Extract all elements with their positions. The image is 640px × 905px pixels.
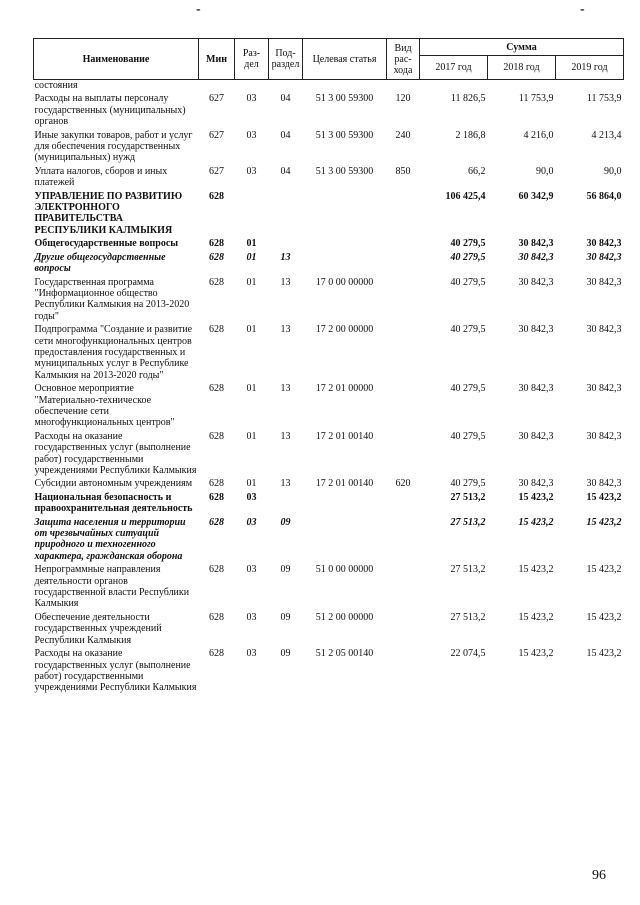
header-2017: 2017 год (420, 56, 488, 80)
cell-razdel: 03 (246, 165, 257, 177)
cell-vid: 120 (395, 93, 411, 105)
cell-razdel: 01 (246, 478, 257, 490)
cell-2017: 40 279,5 (450, 324, 486, 336)
cell-razdel: 03 (246, 564, 257, 576)
cell-2017: 27 513,2 (450, 611, 486, 623)
cell-name: УПРАВЛЕНИЕ ПО РАЗВИТИЮ ЭЛЕКТРОННОГО ПРАВИТЕЛЬСТВА РЕСПУБЛИКИ КАЛМЫКИЯ (34, 190, 183, 236)
cell-2018: 30 842,3 (518, 276, 554, 288)
cell-2017: 11 826,5 (450, 93, 486, 105)
cell-min: 627 (209, 165, 224, 177)
cell-vid (387, 492, 420, 517)
cell-celevaya: 17 2 00 00000 (315, 324, 374, 336)
cell-podrazdel: 04 (280, 93, 291, 105)
cell-razdel: 03 (246, 129, 257, 141)
cell-celevaya: 17 2 01 00000 (315, 383, 374, 395)
cell-2019: 15 423,2 (586, 648, 622, 660)
cell-name: Другие общегосударственные вопросы (34, 251, 166, 275)
cell-name: Расходы на оказание государственных услуг (выполнение работ) государственными учреждениями Республики Калмыкия (34, 648, 197, 694)
cell-2019: 15 423,2 (586, 611, 622, 623)
cell-2018: 30 842,3 (518, 383, 554, 395)
cell-min: 628 (209, 564, 224, 576)
cell-podrazdel: 13 (280, 478, 291, 490)
cell-podrazdel (269, 492, 303, 517)
table-header (34, 39, 624, 80)
cell-name: Непрограммные направления деятельности органов государственной власти Республики Калмыкия (34, 564, 190, 610)
cell-2019 (556, 80, 624, 94)
cell-celevaya: 51 3 00 59300 (315, 165, 374, 177)
cell-min: 628 (209, 478, 224, 490)
cell-name: Расходы на оказание государственных услуг (выполнение работ) государственными учреждениями Республики Калмыкия (34, 430, 197, 476)
cell-2018: 30 842,3 (518, 430, 554, 442)
cell-podrazdel: 04 (280, 165, 291, 177)
cell-2017: 27 513,2 (450, 491, 486, 503)
cell-podrazdel: 04 (280, 129, 291, 141)
cell-2017: 40 279,5 (450, 383, 486, 395)
cell-razdel: 03 (246, 93, 257, 105)
cell-2019: 30 842,3 (586, 238, 622, 250)
cell-min: 628 (209, 276, 224, 288)
cell-vid (387, 324, 420, 383)
cell-min: 628 (209, 491, 224, 503)
cell-2018: 30 842,3 (518, 324, 554, 336)
cell-min: 628 (209, 430, 224, 442)
table-row (34, 93, 624, 129)
cell-celevaya: 51 0 00 00000 (315, 564, 374, 576)
cell-razdel: 01 (246, 276, 257, 288)
cell-2018: 15 423,2 (518, 564, 554, 576)
cell-celevaya: 17 2 01 00140 (315, 478, 374, 490)
cell-min: 628 (209, 324, 224, 336)
cell-celevaya: 17 2 01 00140 (315, 430, 374, 442)
cell-podrazdel: 13 (280, 430, 291, 442)
cell-celevaya: 51 2 05 00140 (315, 648, 374, 660)
cell-2019: 15 423,2 (586, 491, 622, 503)
cell-podrazdel: 13 (280, 324, 291, 336)
cell-2018 (488, 80, 556, 94)
cell-2018: 60 342,9 (518, 190, 554, 202)
cell-celevaya (303, 517, 387, 565)
cell-podrazdel (269, 191, 303, 239)
cell-celevaya (303, 191, 387, 239)
table-row (34, 191, 624, 239)
top-mark-left: - (196, 2, 201, 17)
cell-2018: 30 842,3 (518, 251, 554, 263)
table-row (34, 612, 624, 648)
header-name: Наименование (34, 39, 199, 80)
table-row (34, 324, 624, 383)
cell-razdel: 01 (246, 383, 257, 395)
header-vid: Вид рас-хода (387, 39, 420, 80)
cell-podrazdel: 09 (280, 611, 291, 623)
cell-name: Обеспечение деятельности государственных учреждений Республики Калмыкия (34, 611, 162, 646)
cell-2017: 22 074,5 (450, 648, 486, 660)
cell-name: состояния (34, 80, 78, 91)
cell-2017: 40 279,5 (450, 238, 486, 250)
table-row (34, 564, 624, 612)
cell-vid: 620 (395, 478, 411, 490)
cell-min: 628 (209, 251, 224, 263)
cell-2019: 90,0 (604, 165, 622, 177)
cell-celevaya: 17 0 00 00000 (315, 276, 374, 288)
table-row (34, 431, 624, 479)
header-podrazdel: Под-раздел (269, 39, 303, 80)
budget-table (33, 38, 624, 696)
header-razdel: Раз-дел (235, 39, 269, 80)
cell-2017: 2 186,8 (455, 129, 486, 141)
cell-2018: 30 842,3 (518, 478, 554, 490)
cell-vid: 240 (395, 129, 411, 141)
cell-name: Государственная программа "Информационное общество Республики Калмыкия на 2013-2020 годы" (34, 276, 190, 322)
cell-vid (387, 252, 420, 277)
header-summa: Сумма (420, 39, 624, 56)
cell-razdel: 01 (246, 251, 257, 263)
cell-podrazdel: 13 (280, 251, 291, 263)
cell-2019: 30 842,3 (586, 251, 622, 263)
cell-celevaya (303, 252, 387, 277)
cell-razdel: 03 (246, 516, 257, 528)
cell-vid (387, 517, 420, 565)
cell-celevaya: 51 2 00 00000 (315, 611, 374, 623)
top-mark-right: - (580, 2, 585, 17)
cell-podrazdel (269, 238, 303, 251)
cell-celevaya (303, 492, 387, 517)
cell-2017: 27 513,2 (450, 564, 486, 576)
cell-min: 628 (209, 648, 224, 660)
cell-vid: 850 (395, 165, 411, 177)
header-celevaya: Целевая статья (303, 39, 387, 80)
cell-vid (387, 191, 420, 239)
table-row (34, 517, 624, 565)
cell-2018: 15 423,2 (518, 516, 554, 528)
cell-2018: 15 423,2 (518, 491, 554, 503)
cell-celevaya (303, 80, 387, 94)
header-2019: 2019 год (556, 56, 624, 80)
cell-2018: 30 842,3 (518, 238, 554, 250)
cell-2018: 90,0 (536, 165, 554, 177)
cell-min: 628 (209, 383, 224, 395)
cell-min: 627 (209, 93, 224, 105)
cell-razdel (235, 191, 269, 239)
cell-vid (387, 564, 420, 612)
cell-2019: 30 842,3 (586, 430, 622, 442)
table-row (34, 648, 624, 696)
table-row (34, 238, 624, 251)
cell-2018: 15 423,2 (518, 611, 554, 623)
cell-razdel: 03 (246, 648, 257, 660)
cell-vid (387, 277, 420, 325)
cell-2019: 30 842,3 (586, 478, 622, 490)
cell-name: Общегосударственные вопросы (34, 238, 179, 250)
cell-razdel: 01 (246, 430, 257, 442)
cell-2017: 40 279,5 (450, 478, 486, 490)
cell-name: Подпрограмма "Создание и развитие сети многофункциональных центров предоставления государственных и муниципальных услуг в Республике Калмыкия на 2013-2020 годы" (34, 324, 193, 381)
table-row (34, 252, 624, 277)
cell-2019: 15 423,2 (586, 564, 622, 576)
cell-2019: 11 753,9 (586, 93, 622, 105)
cell-2017 (420, 80, 488, 94)
cell-celevaya (303, 238, 387, 251)
header-2018: 2018 год (488, 56, 556, 80)
cell-2019: 56 864,0 (586, 190, 622, 202)
cell-name: Национальная безопасность и правоохранительная деятельность (34, 491, 193, 515)
cell-name: Уплата налогов, сборов и иных платежей (34, 165, 168, 189)
cell-podrazdel: 09 (280, 516, 291, 528)
cell-min: 627 (209, 129, 224, 141)
cell-2018: 4 216,0 (523, 129, 554, 141)
cell-2018: 15 423,2 (518, 648, 554, 660)
cell-razdel: 01 (246, 238, 257, 250)
cell-celevaya: 51 3 00 59300 (315, 93, 374, 105)
cell-vid (387, 431, 420, 479)
cell-podrazdel: 09 (280, 648, 291, 660)
table-row (34, 277, 624, 325)
cell-podrazdel (269, 80, 303, 94)
cell-min: 628 (209, 611, 224, 623)
cell-vid (387, 648, 420, 696)
cell-2019: 15 423,2 (586, 516, 622, 528)
cell-podrazdel: 09 (280, 564, 291, 576)
page-number: 96 (592, 868, 606, 883)
cell-2019: 30 842,3 (586, 324, 622, 336)
table-row (34, 478, 624, 491)
table-row (34, 130, 624, 166)
table-row (34, 166, 624, 191)
cell-min: 628 (209, 516, 224, 528)
table-row (34, 80, 624, 94)
cell-razdel: 03 (246, 491, 257, 503)
cell-2019: 4 213,4 (591, 129, 622, 141)
cell-name: Иные закупки товаров, работ и услуг для обеспечения государственных (муниципальных) нужд (34, 129, 193, 164)
table-row (34, 383, 624, 431)
cell-2018: 11 753,9 (518, 93, 554, 105)
cell-podrazdel: 13 (280, 276, 291, 288)
cell-razdel (235, 80, 269, 94)
cell-vid (387, 383, 420, 431)
cell-min: 628 (209, 190, 224, 202)
cell-name: Основное мероприятие "Материально-техническое обеспечение сети многофункциональных центров" (34, 383, 175, 429)
cell-2019: 30 842,3 (586, 276, 622, 288)
cell-vid (387, 612, 420, 648)
cell-name: Расходы на выплаты персоналу государственных (муниципальных) органов (34, 93, 186, 128)
cell-razdel: 03 (246, 611, 257, 623)
cell-min: 628 (209, 238, 224, 250)
cell-celevaya: 51 3 00 59300 (315, 129, 374, 141)
table-row (34, 492, 624, 517)
header-min: Мин (199, 39, 235, 80)
cell-name: Субсидии автономным учреждениям (34, 478, 193, 490)
cell-vid (387, 80, 420, 94)
cell-name: Защита населения и территории от чрезвычайных ситуаций природного и техногенного характера, гражданская оборона (34, 516, 186, 562)
table-body (34, 80, 624, 696)
cell-podrazdel: 13 (280, 383, 291, 395)
cell-2017: 40 279,5 (450, 251, 486, 263)
cell-2019: 30 842,3 (586, 383, 622, 395)
cell-2017: 106 425,4 (445, 190, 486, 202)
cell-2017: 27 513,2 (450, 516, 486, 528)
cell-min (199, 80, 235, 94)
cell-2017: 40 279,5 (450, 430, 486, 442)
cell-vid (387, 238, 420, 251)
cell-2017: 66,2 (468, 165, 486, 177)
cell-razdel: 01 (246, 324, 257, 336)
cell-2017: 40 279,5 (450, 276, 486, 288)
